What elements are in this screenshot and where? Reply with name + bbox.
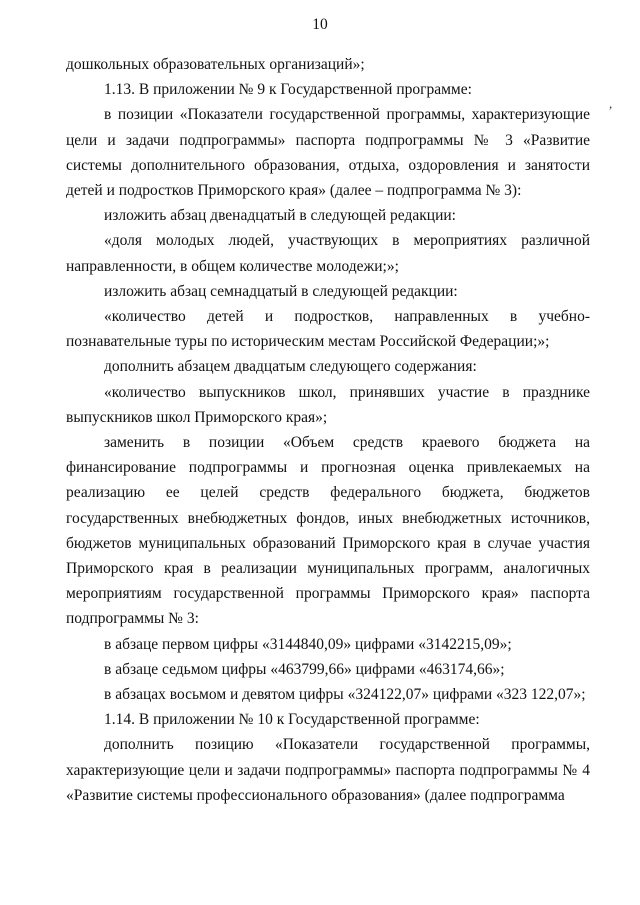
paragraph-quote-youth: «доля молодых людей, участвующих в мероприятиях различной направленности, в общем количестве молодежи;»; bbox=[66, 232, 590, 275]
paragraph-amend-twelfth: изложить абзац двенадцатый в следующей редакции: bbox=[104, 207, 456, 225]
paragraph-first-figures: в абзаце первом цифры «3144840,09» цифрами «3142215,09»; bbox=[104, 635, 512, 653]
paragraph-amend-seventeenth: изложить абзац семнадцатый в следующей редакции: bbox=[104, 282, 458, 300]
paragraph-continuation: дошкольных образовательных организаций»; bbox=[66, 56, 365, 73]
paragraph-position-indicators: в позиции «Показатели государственной программы, характеризующие цели и задачи подпрограммы» паспорта подпрограммы № 3 «Развитие системы дополнительного образования, отдыха, оздоровления и занятости детей и подростков Приморского края» (далее – подпрограмма № 3): bbox=[66, 106, 590, 200]
document-body bbox=[66, 52, 590, 808]
paragraph-seventh-figures: в абзаце седьмом цифры «463799,66» цифрами «463174,66»; bbox=[104, 660, 505, 678]
paragraph-item-1-13: 1.13. В приложении № 9 к Государственной программе: bbox=[104, 81, 472, 99]
paragraph-replace-funding: заменить в позиции «Объем средств краевого бюджета на финансирование подпрограммы и прогнозная оценка привлекаемых на реализацию ее целей средств федерального бюджета, бюджетов государственных внебюджетных фондов, иных внебюджетных источников, бюджетов муниципальных образований Приморского края в случае участия Приморского края в реализации муниципальных программ, аналогичных мероприятиям государственной программы Приморского края» паспорта подпрограммы № 3: bbox=[66, 434, 590, 628]
margin-mark: , bbox=[609, 96, 613, 111]
paragraph-add-twentieth: дополнить абзацем двадцатым следующего содержания: bbox=[104, 358, 477, 376]
page-number: 10 bbox=[312, 16, 328, 33]
paragraph-supplement-position: дополнить позицию «Показатели государственной программы, характеризующие цели и задачи подпрограммы» паспорта подпрограммы № 4 «Развитие системы профессионального образования» (далее подпрограмма bbox=[66, 736, 590, 804]
paragraph-item-1-14: 1.14. В приложении № 10 к Государственной программе: bbox=[104, 711, 480, 729]
paragraph-eighth-ninth-figures: в абзацах восьмом и девятом цифры «324122,07» цифрами «323 122,07»; bbox=[104, 686, 586, 704]
paragraph-quote-tours: «количество детей и подростков, направленных в учебно-познавательные туры по историческим местам Российской Федерации;»; bbox=[66, 308, 590, 351]
paragraph-quote-graduates: «количество выпускников школ, принявших участие в празднике выпускников школ Приморского края»; bbox=[66, 383, 590, 426]
